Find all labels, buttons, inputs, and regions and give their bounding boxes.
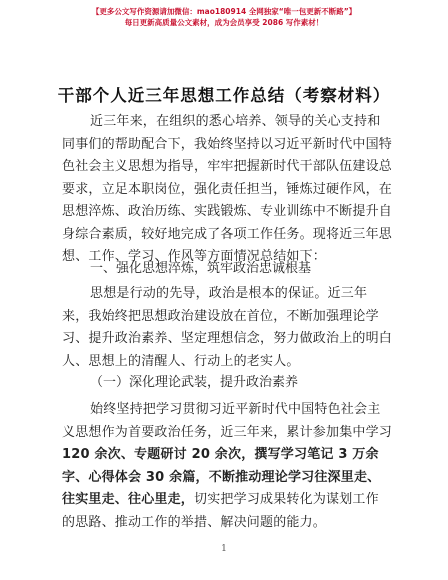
subsection-heading-1: （一）深化理论武装，提升政治素养 <box>90 375 299 390</box>
intro-paragraph-text: 近三年来，在组织的悉心培养、领导的关心支持和同事们的帮助配合下，我始终坚持以习近平新时代中国特色社会主义思想为指导，牢牢把握新时代干部队伍建设总要求，立足本职岗位，强化责任担当，锤炼过硬作风，在思想淬炼、政治历练、实践锻炼、专业训练中不断提升自身综合素质，较好地完成了各项工作任务。现将近三年思想、工作、学习、作风等方面情况总结如下： <box>62 114 393 264</box>
promo-banner-line-1: 【更多公文写作资源请加微信：mao180914 全网独家“唯一包更新不断路”】 <box>91 7 357 16</box>
subsection-1-text-a: 始终坚持把学习贯彻习近平新时代中国特色社会主义思想作为首要政治任务，近三年来，累计参加集中学习 <box>62 402 393 440</box>
promo-banner-line-2: 每日更新高质量公文素材，成为会员享受 2086 写作素材！ <box>124 18 324 27</box>
subsection-1-paragraph <box>62 399 392 534</box>
section-heading-1: 一、强化思想淬炼，筑牢政治忠诚根基 <box>90 261 312 276</box>
section-1-paragraph <box>62 283 392 373</box>
intro-paragraph <box>62 111 392 269</box>
document-title: 干部个人近三年思想工作总结（考察材料） <box>57 86 391 105</box>
section-1-paragraph-text: 思想是行动的先导，政治是根本的保证。近三年来，我始终把思想政治建设放在首位，不断加强理论学习、提升政治素养、坚定理想信念，努力做政治上的明白人、思想上的清醒人、行动上的老实人。 <box>62 286 393 369</box>
page-number: 1 <box>221 544 227 554</box>
subsection-1-text-c: 切实把学习成果转化为谋划工作的思路、推动工作的举措、解决问题的能力。 <box>62 492 379 530</box>
subsection-1-text-b: 120 余次、专题研讨 20 余次，撰写学习笔记 3 万余字、心得体会 30 余篇，不断推动理论学习往深里走、往实里走、往心里走， <box>62 447 381 507</box>
